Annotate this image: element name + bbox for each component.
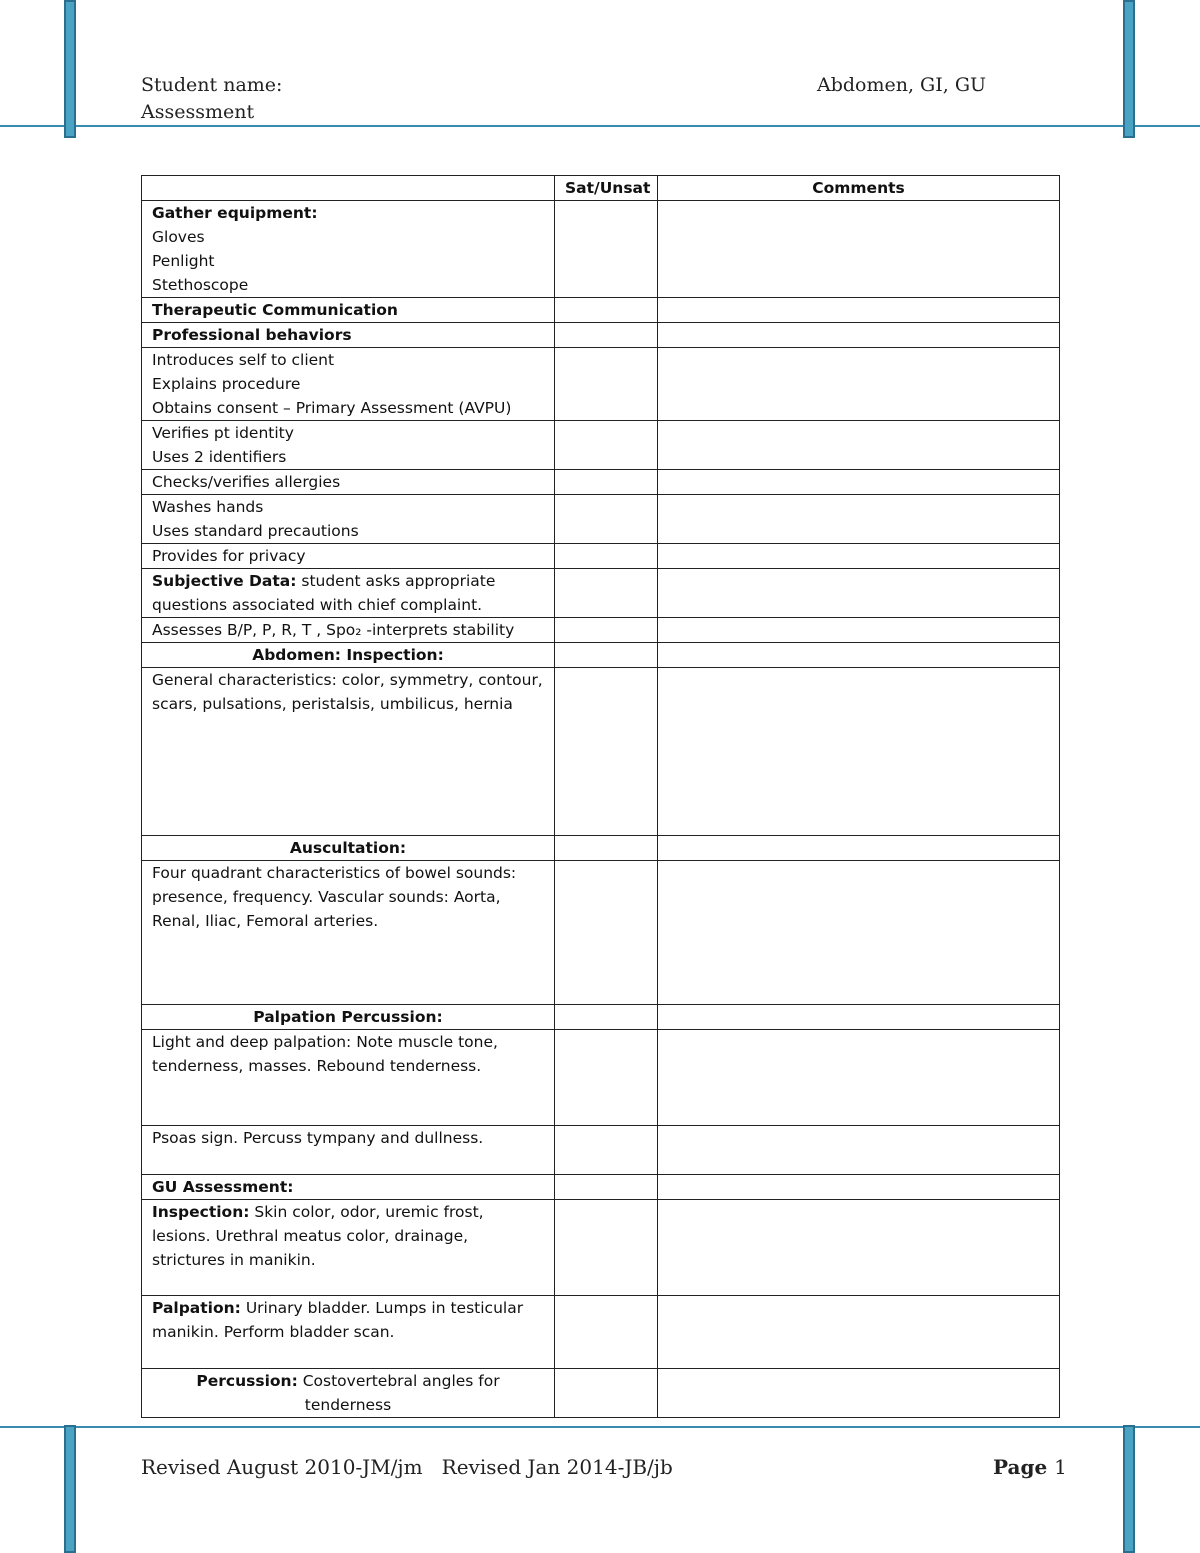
comments-cell[interactable] <box>658 495 1060 544</box>
task-description: Four quadrant characteristics of bowel sounds: presence, frequency. Vascular sounds: Aorta, Renal, Iliac, Femoral arteries. <box>152 864 517 930</box>
sat-unsat-cell[interactable] <box>555 861 658 1005</box>
sat-unsat-cell[interactable] <box>555 1296 658 1369</box>
task-description: Checks/verifies allergies <box>152 473 341 491</box>
table-row <box>142 618 1060 643</box>
task-description: Psoas sign. Percuss tympany and dullness. <box>152 1129 484 1147</box>
table-row <box>142 421 1060 470</box>
table-header-row <box>142 176 1060 201</box>
comments-cell[interactable] <box>658 643 1060 668</box>
task-cell <box>142 836 555 861</box>
task-description: Gloves Penlight Stethoscope <box>152 228 249 294</box>
comments-cell[interactable] <box>658 836 1060 861</box>
table-row <box>142 836 1060 861</box>
sat-unsat-cell[interactable] <box>555 201 658 298</box>
sat-unsat-cell[interactable] <box>555 618 658 643</box>
task-cell <box>142 348 555 421</box>
task-heading: Gather equipment: <box>152 204 318 222</box>
task-cell <box>142 470 555 495</box>
table-row <box>142 668 1060 836</box>
task-description: Introduces self to client Explains procedure Obtains consent – Primary Assessment (AVPU) <box>152 351 512 417</box>
task-heading: Therapeutic Communication <box>152 301 398 319</box>
task-description: student asks appropriate questions associated with chief complaint. <box>152 572 496 614</box>
table-row <box>142 1200 1060 1296</box>
sat-unsat-cell[interactable] <box>555 470 658 495</box>
table-row <box>142 348 1060 421</box>
task-cell <box>142 643 555 668</box>
sat-unsat-cell[interactable] <box>555 1030 658 1126</box>
task-heading: Subjective Data: <box>152 572 297 590</box>
sat-unsat-cell[interactable] <box>555 1005 658 1030</box>
table-row <box>142 1126 1060 1175</box>
table-row <box>142 1175 1060 1200</box>
task-cell <box>142 323 555 348</box>
task-description: Urinary bladder. Lumps in testicular manikin. Perform bladder scan. <box>152 1299 524 1341</box>
task-cell <box>142 1369 555 1418</box>
assessment-label: Assessment <box>141 101 255 123</box>
page-label: Page <box>993 1455 1048 1479</box>
sat-unsat-cell[interactable] <box>555 348 658 421</box>
task-cell <box>142 861 555 1005</box>
table-row <box>142 1005 1060 1030</box>
comments-cell[interactable] <box>658 1126 1060 1175</box>
task-cell <box>142 1005 555 1030</box>
task-heading: Auscultation: <box>289 839 407 857</box>
assessment-topic: Abdomen, GI, GU <box>817 74 987 96</box>
sat-unsat-cell[interactable] <box>555 643 658 668</box>
task-description: Assesses B/P, P, R, T , Spo₂ -interprets stability <box>152 621 515 639</box>
task-description: Light and deep palpation: Note muscle tone, tenderness, masses. Rebound tenderness. <box>152 1033 498 1075</box>
comments-cell[interactable] <box>658 323 1060 348</box>
task-cell <box>142 1126 555 1175</box>
task-heading: Professional behaviors <box>152 326 352 344</box>
sat-unsat-cell[interactable] <box>555 836 658 861</box>
student-name-label: Student name: <box>141 74 283 96</box>
task-cell <box>142 421 555 470</box>
sat-unsat-cell[interactable] <box>555 323 658 348</box>
comments-cell[interactable] <box>658 618 1060 643</box>
task-cell <box>142 544 555 569</box>
comments-cell[interactable] <box>658 298 1060 323</box>
table-row <box>142 1369 1060 1418</box>
task-description: Costovertebral angles for tenderness <box>297 1372 500 1414</box>
task-heading: Abdomen: Inspection: <box>252 646 444 664</box>
footer-left-bar <box>64 1425 76 1553</box>
comments-cell[interactable] <box>658 1200 1060 1296</box>
comments-cell[interactable] <box>658 569 1060 618</box>
header-left-bar <box>64 0 76 138</box>
table-row <box>142 470 1060 495</box>
revision-note: Revised August 2010-JM/jm Revised Jan 2014-JB/jb <box>141 1455 673 1479</box>
task-heading: GU Assessment: <box>152 1178 294 1196</box>
task-cell <box>142 618 555 643</box>
task-cell <box>142 569 555 618</box>
sat-unsat-cell[interactable] <box>555 569 658 618</box>
page-indicator <box>993 1455 1067 1479</box>
task-cell <box>142 1200 555 1296</box>
table-row <box>142 323 1060 348</box>
table-row <box>142 1030 1060 1126</box>
comments-cell[interactable] <box>658 1175 1060 1200</box>
table-row <box>142 569 1060 618</box>
comments-cell[interactable] <box>658 201 1060 298</box>
task-description: Verifies pt identity Uses 2 identifiers <box>152 424 294 466</box>
checklist-table <box>141 175 1060 1418</box>
footer-rule <box>0 1426 1200 1428</box>
table-row <box>142 861 1060 1005</box>
task-cell <box>142 1175 555 1200</box>
comments-cell[interactable] <box>658 1369 1060 1418</box>
task-heading: Palpation Percussion: <box>253 1008 443 1026</box>
column-header-comments: Comments <box>658 176 1060 201</box>
sat-unsat-cell[interactable] <box>555 1369 658 1418</box>
column-header-task <box>142 176 555 201</box>
table-row <box>142 1296 1060 1369</box>
comments-cell[interactable] <box>658 421 1060 470</box>
task-description: General characteristics: color, symmetry, contour, scars, pulsations, peristalsis, umbilicus, hernia <box>152 671 543 713</box>
comments-cell[interactable] <box>658 348 1060 421</box>
table-row <box>142 201 1060 298</box>
sat-unsat-cell[interactable] <box>555 421 658 470</box>
sat-unsat-cell[interactable] <box>555 1200 658 1296</box>
sat-unsat-cell[interactable] <box>555 298 658 323</box>
task-heading: Inspection: <box>152 1203 250 1221</box>
sat-unsat-cell[interactable] <box>555 1175 658 1200</box>
table-row <box>142 298 1060 323</box>
task-cell <box>142 1296 555 1369</box>
task-cell <box>142 201 555 298</box>
footer-right-bar <box>1123 1425 1135 1553</box>
task-cell <box>142 495 555 544</box>
table-row <box>142 544 1060 569</box>
task-heading: Percussion: <box>196 1372 298 1390</box>
sat-unsat-cell[interactable] <box>555 668 658 836</box>
comments-cell[interactable] <box>658 1030 1060 1126</box>
sat-unsat-cell[interactable] <box>555 1126 658 1175</box>
task-description: Washes hands Uses standard precautions <box>152 498 359 540</box>
table-row <box>142 495 1060 544</box>
comments-cell[interactable] <box>658 861 1060 1005</box>
page-number: 1 <box>1054 1455 1067 1479</box>
header-right-bar <box>1123 0 1135 138</box>
comments-cell[interactable] <box>658 1005 1060 1030</box>
sat-unsat-cell[interactable] <box>555 544 658 569</box>
column-header-sat-unsat: Sat/Unsat <box>555 176 658 201</box>
task-description: Provides for privacy <box>152 547 306 565</box>
task-cell <box>142 298 555 323</box>
comments-cell[interactable] <box>658 470 1060 495</box>
task-cell <box>142 1030 555 1126</box>
comments-cell[interactable] <box>658 544 1060 569</box>
task-cell <box>142 668 555 836</box>
comments-cell[interactable] <box>658 668 1060 836</box>
sat-unsat-cell[interactable] <box>555 495 658 544</box>
comments-cell[interactable] <box>658 1296 1060 1369</box>
table-row <box>142 643 1060 668</box>
task-description: Skin color, odor, uremic frost, lesions. Urethral meatus color, drainage, strictures in manikin. <box>152 1203 484 1269</box>
task-heading: Palpation: <box>152 1299 241 1317</box>
